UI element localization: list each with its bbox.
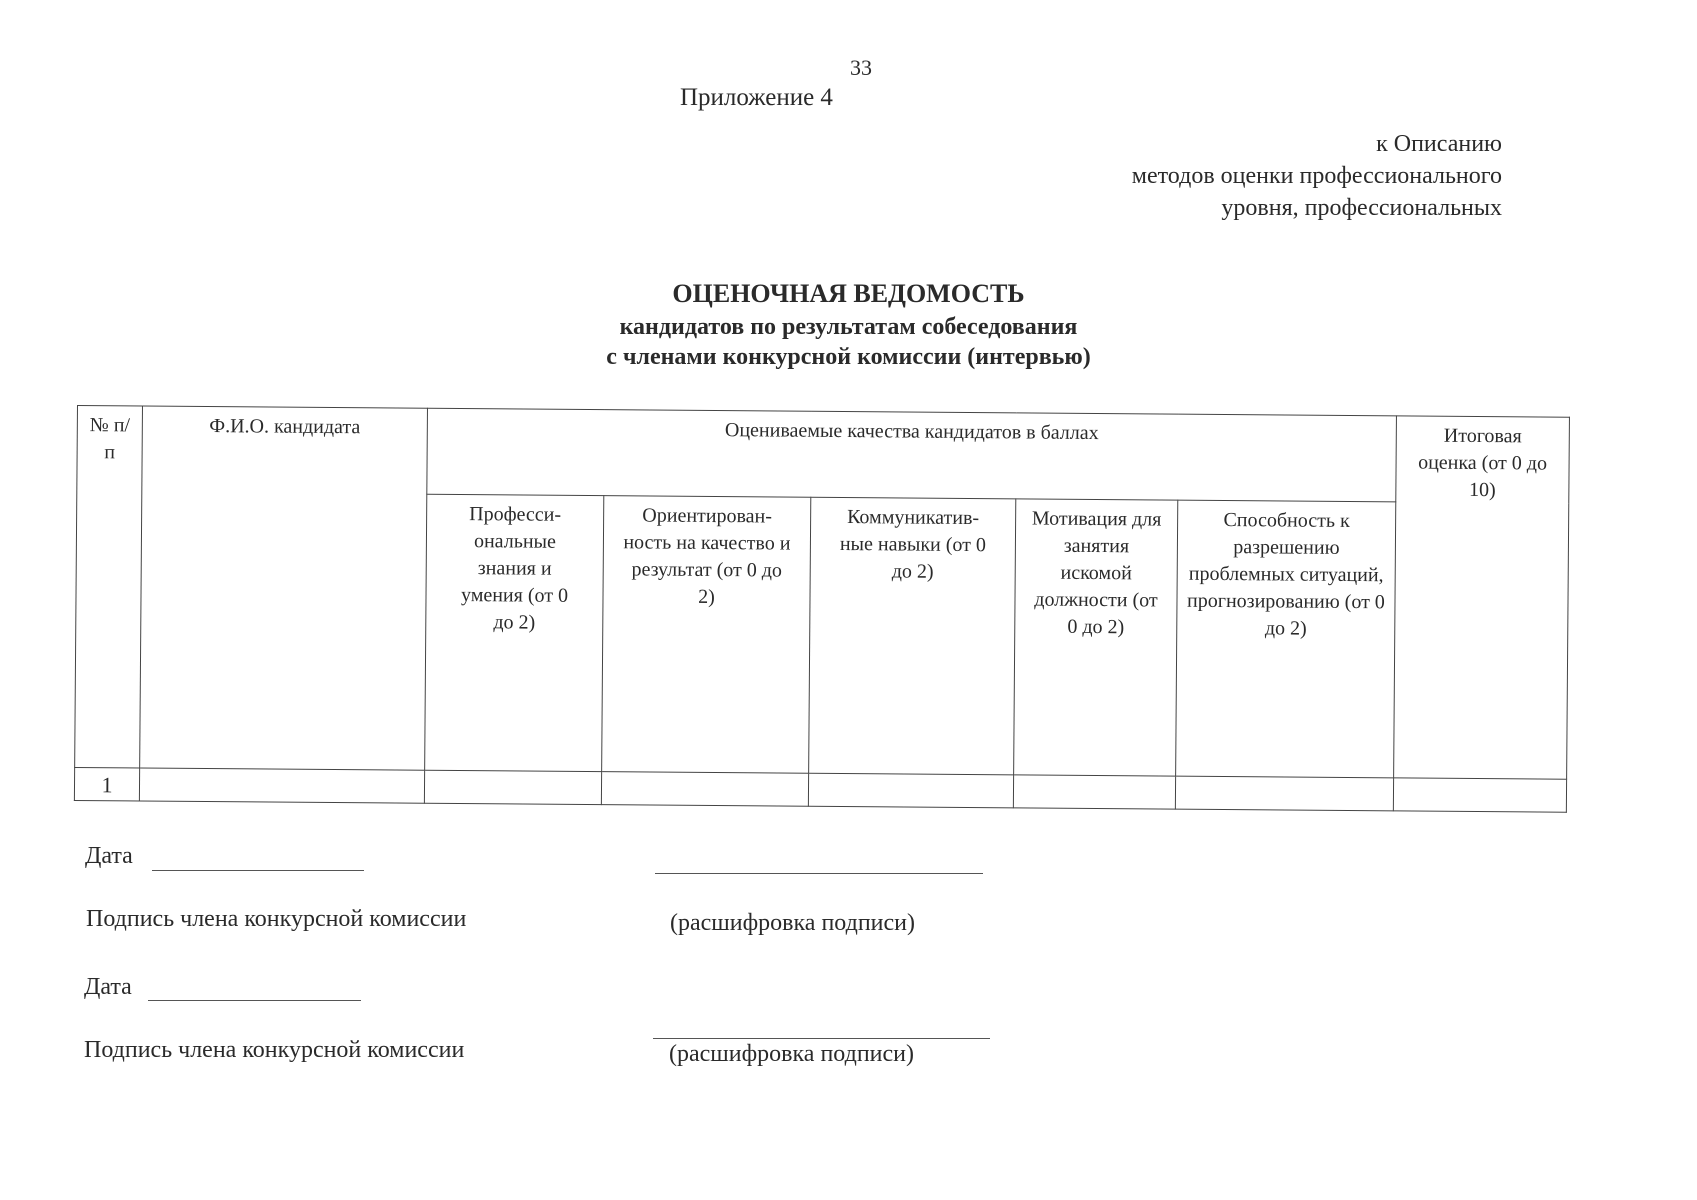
page-number: 33 <box>850 55 872 80</box>
header-quality-result-orientation <box>602 496 811 774</box>
appendix-reference <box>1132 128 1502 224</box>
date-line <box>148 1000 361 1001</box>
header-candidate-name: Ф.И.О. кандидата <box>140 406 428 770</box>
header-qualities: Оцениваемые качества кандидатов в баллах <box>427 408 1397 502</box>
quality-text: Професси-ональные знания и умения (от 0 до 2) <box>460 503 569 634</box>
date-label: Дата <box>84 974 132 1000</box>
signature-caption: (расшифровка подписи) <box>669 1041 914 1067</box>
signature-label: Подпись члена конкурсной комиссии <box>84 1037 465 1063</box>
header-quality-communication <box>809 497 1016 775</box>
quality-text: Ориентирован-ность на качество и результат (от 0 до 2) <box>623 504 791 609</box>
reference-line: уровня, профессиональных <box>1221 195 1502 221</box>
reference-line: к Описанию <box>1376 131 1502 157</box>
cell-score <box>424 770 601 804</box>
reference-line: методов оценки профессионального <box>1131 163 1502 189</box>
header-quality-motivation <box>1014 499 1178 776</box>
document-title: ОЦЕНОЧНАЯ ВЕДОМОСТЬ <box>672 279 1025 308</box>
signature-line <box>655 873 983 874</box>
appendix-label: Приложение 4 <box>680 84 833 111</box>
quality-text: Способность к разрешению проблемных ситуаций, прогнозированию (от 0 до 2) <box>1187 509 1385 640</box>
signature-caption: (расшифровка подписи) <box>670 910 915 936</box>
header-total-score <box>1394 416 1570 779</box>
quality-text: Коммуникатив-ные навыки (от 0 до 2) <box>839 506 987 583</box>
document-subtitle: с членами конкурсной комиссии (интервью) <box>606 344 1091 370</box>
header-number-text: № п/п <box>89 414 131 464</box>
header-total-text: Итоговая оценка (от 0 до 10) <box>1418 424 1548 502</box>
cell-number: 1 <box>74 767 139 801</box>
quality-text: Мотивация для занятия искомой должности (от 0 до 2) <box>1031 507 1162 639</box>
signature-label: Подпись члена конкурсной комиссии <box>86 906 467 932</box>
signature-line <box>653 1038 990 1039</box>
cell-score <box>808 773 1013 808</box>
date-line <box>152 870 364 871</box>
evaluation-table <box>74 405 1570 813</box>
header-number <box>75 406 143 768</box>
cell-score <box>1175 776 1393 811</box>
document-subtitle: кандидатов по результатам собеседования <box>619 314 1078 340</box>
cell-candidate-name <box>139 768 424 803</box>
cell-total <box>1393 778 1566 812</box>
date-label: Дата <box>85 843 133 869</box>
header-quality-problem-solving <box>1176 500 1396 778</box>
header-quality-professional-knowledge <box>425 494 604 771</box>
cell-score <box>1013 775 1175 809</box>
cell-score <box>601 772 808 807</box>
